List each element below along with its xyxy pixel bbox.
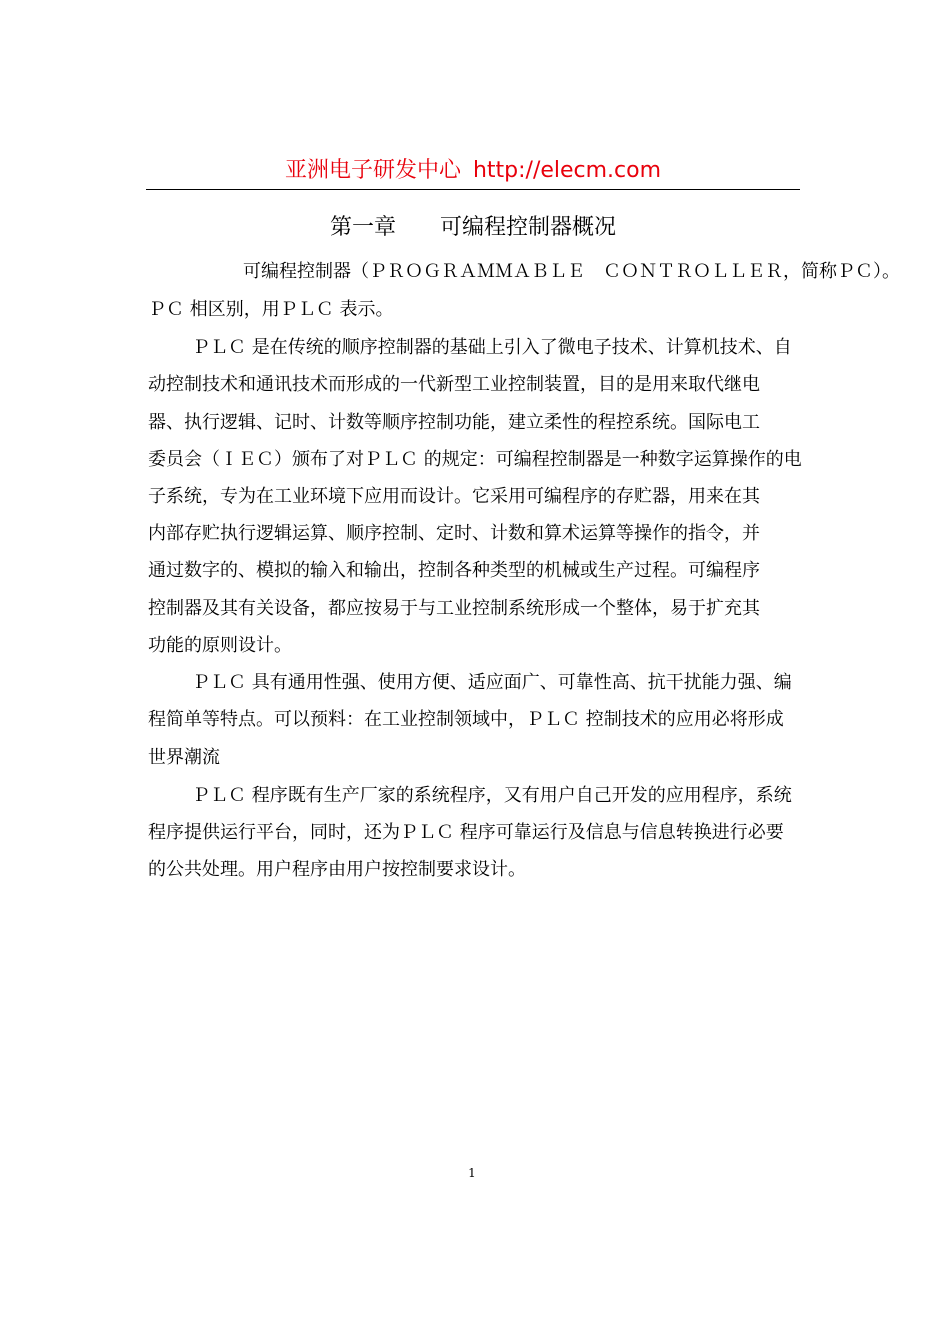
paragraph-4-line-2: 程序提供运行平台，同时，还为ＰＬＣ 程序可靠运行及信息与信息转换进行必要 xyxy=(148,822,784,843)
header-url-link[interactable]: http://elecm.com xyxy=(472,158,662,183)
paragraph-2-line-7: 通过数字的、模拟的输入和输出，控制各种类型的机械或生产过程。可编程序 xyxy=(148,560,760,581)
paragraph-2-line-1: ＰＬＣ 是在传统的顺序控制器的基础上引入了微电子技术、计算机技术、自 xyxy=(192,337,792,358)
paragraph-2-line-4: 委员会（ＩＥＣ）颁布了对ＰＬＣ 的规定：可编程控制器是一种数字运算操作的电 xyxy=(148,449,802,470)
paragraph-2-line-8: 控制器及其有关设备，都应按易于与工业控制系统形成一个整体，易于扩充其 xyxy=(148,598,760,619)
paragraph-2-line-3: 器、执行逻辑、记时、计数等顺序控制功能，建立柔性的程控系统。国际电工 xyxy=(148,412,760,433)
paragraph-2-line-2: 动控制技术和通讯技术而形成的一代新型工业控制装置，目的是用来取代继电 xyxy=(148,374,760,395)
paragraph-3-line-2: 程简单等特点。可以预料：在工业控制领域中，ＰＬＣ 控制技术的应用必将形成 xyxy=(148,709,784,730)
paragraph-2-line-5: 子系统，专为在工业环境下应用而设计。它采用可编程序的存贮器，用来在其 xyxy=(148,486,760,507)
paragraph-2-line-9: 功能的原则设计。 xyxy=(148,635,292,656)
paragraph-2-line-6: 内部存贮执行逻辑运算、顺序控制、定时、计数和算术运算等操作的指令，并 xyxy=(148,523,760,544)
header-site-name: 亚洲电子研发中心 xyxy=(284,158,461,183)
chapter-title: 第一章 可编程控制器概况 xyxy=(329,215,616,240)
page-number: 1 xyxy=(468,1166,476,1180)
paragraph-4-line-1: ＰＬＣ 程序既有生产厂家的系统程序，又有用户自己开发的应用程序，系统 xyxy=(192,785,792,806)
paragraph-4-line-3: 的公共处理。用户程序由用户按控制要求设计。 xyxy=(148,859,526,880)
paragraph-3-line-3: 世界潮流 xyxy=(148,747,220,768)
paragraph-1-line-2: ＰＣ 相区别，用ＰＬＣ 表示。 xyxy=(148,299,394,320)
paragraph-1-line-1: 可编程控制器（ＰＲＯＧＲＡＭＭＡＢＬＥ ＣＯＮＴＲＯＬＬＥＲ，简称ＰＣ）。 xyxy=(243,261,900,282)
page-header xyxy=(146,156,800,186)
paragraph-3-line-1: ＰＬＣ 具有通用性强、使用方便、适应面广、可靠性高、抗干扰能力强、编 xyxy=(192,672,792,693)
header-divider xyxy=(146,189,800,190)
